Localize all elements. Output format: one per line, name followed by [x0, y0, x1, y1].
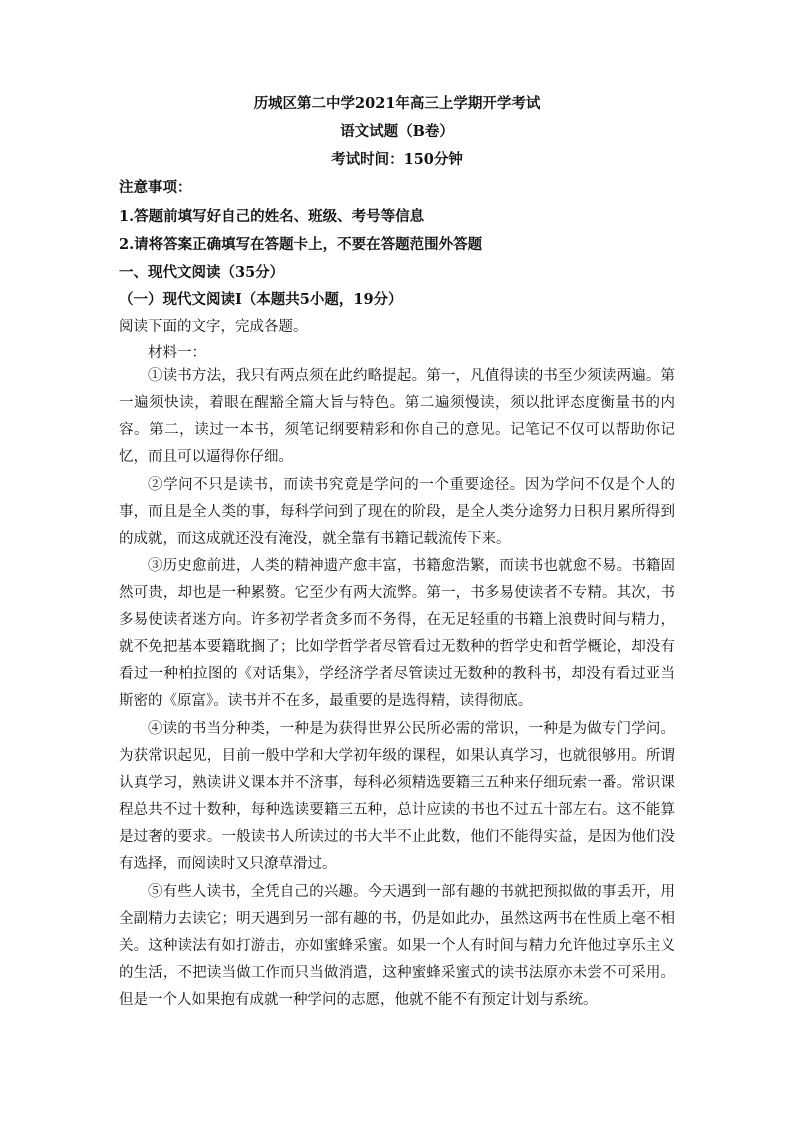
- paragraph-2: [119, 472, 675, 553]
- notes-heading: 注意事项：: [119, 179, 192, 196]
- section-subtitle: （一）现代文阅读Ⅰ（本题共5小题，19分）: [119, 291, 403, 308]
- note-item-1: 1.答题前填写好自己的姓名、班级、考号等信息: [119, 208, 425, 225]
- paragraph-4: [119, 716, 675, 878]
- exam-title: 历城区第二中学2021年高三上学期开学考试: [253, 95, 541, 112]
- section-instruction: 阅读下面的文字，完成各题。: [119, 319, 308, 335]
- paragraph-4-text: ④读的书当分种类，一种是为获得世界公民所必需的常识，一种是为做专门学问。为获常识起见，目前一般中学和大学初年级的课程，如果认真学习，也就很够用。所谓认真学习，熟读讲义课本并不济事，每科必须精选要籍三五种来仔细玩索一番。常识课程总共不过十数种，每种选读要籍三五种，总计应读的书也不过五十部左右。这不能算是过奢的要求。一般读书人所读过的书大半不止此数，他们不能得实益，是因为他们没有选择，而阅读时又只潦草滑过。: [119, 721, 675, 872]
- paragraph-3: [119, 553, 675, 715]
- section-title: 一、现代文阅读（35分）: [119, 264, 285, 281]
- paragraph-5-text: ⑤有些人读书，全凭自己的兴趣。今天遇到一部有趣的书就把预拟做的事丢开，用全副精力去读它；明天遇到另一部有趣的书，仍是如此办，虽然这两书在性质上毫不相关。这种读法有如打游击，亦如蜜蜂采蜜。如果一个人有时间与精力允许他过享乐主义的生活，不把读当做工作而只当做消遣，这种蜜蜂采蜜式的读书法原亦未尝不可采用。但是一个人如果抱有成就一种学问的志愿，他就不能不有预定计划与系统。: [119, 884, 675, 1008]
- note-item-2: 2.请将答案正确填写在答题卡上，不要在答题范围外答题: [119, 236, 483, 253]
- paragraph-2-text: ②学问不只是读书，而读书究竟是学问的一个重要途径。因为学问不仅是个人的事，而且是全人类的事，每科学问到了现在的阶段，是全人类分途努力日积月累所得到的成就，而这成就还没有淹没，就全靠有书籍记载流传下来。: [119, 477, 675, 547]
- exam-subject: 语文试题（B卷）: [340, 123, 454, 140]
- paragraph-1: [119, 363, 675, 471]
- exam-duration: 考试时间：150分钟: [331, 151, 463, 168]
- paragraph-5: [119, 879, 675, 1014]
- paragraph-3-text: ③历史愈前进，人类的精神遗产愈丰富，书籍愈浩繁，而读书也就愈不易。书籍固然可贵，却也是一种累赘。它至少有两大流弊。第一，书多易使读者不专精。其次，书多易使读者迷方向。许多初学者贪多而不务得，在无足轻重的书籍上浪费时间与精力，就不免把基本要籍耽搁了；比如学哲学者尽管看过无数种的哲学史和哲学概论，却没有看过一种柏拉图的《对话集》，学经济学者尽管读过无数种的教科书，却没有看过亚当斯密的《原富》。读书并不在多，最重要的是选得精，读得彻底。: [119, 558, 675, 709]
- material-label: 材料一：: [148, 345, 206, 361]
- paragraph-1-text: ①读书方法，我只有两点须在此约略提起。第一，凡值得读的书至少须读两遍。第一遍须快读，着眼在醒豁全篇大旨与特色。第二遍须慢读，须以批评态度衡量书的内容。第二，读过一本书，须笔记纲要精彩和你自己的意见。记笔记不仅可以帮助你记忆，而且可以逼得你仔细。: [119, 368, 675, 465]
